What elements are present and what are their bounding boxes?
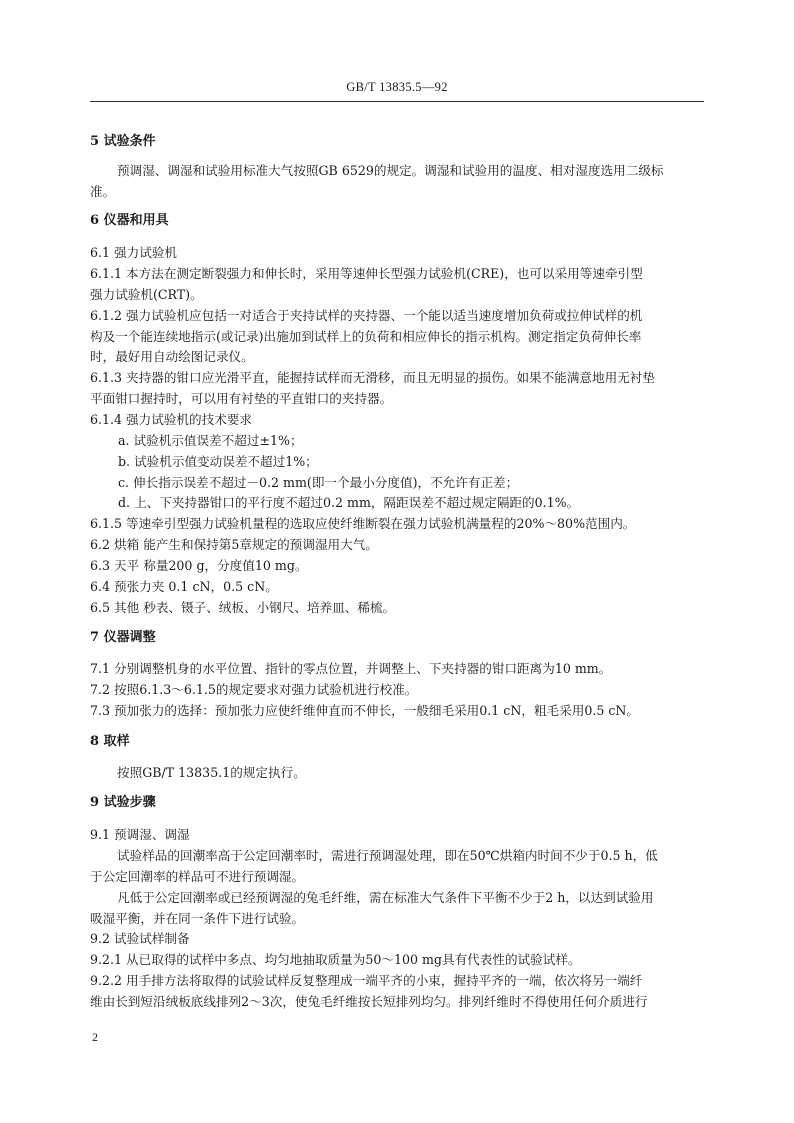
header-rule bbox=[90, 101, 704, 102]
paragraph-line: 7.2 按照6.1.3～6.1.5的规定要求对强力试验机进行校准。 bbox=[90, 682, 418, 697]
paragraph-line: 凡低于公定回潮率或已经预调湿的兔毛纤维，需在标准大气条件下平衡不少于2 h，以达到试验用 bbox=[117, 890, 654, 905]
paragraph-line: 维由长到短沿绒板底线排列2～3次，使兔毛纤维按长短排列均匀。排列纤维时不得使用任何介质进行 bbox=[90, 994, 648, 1009]
list-item: c. 伸长指示误差不超过－0.2 mm(即一个最小分度值)，不允许有正差； bbox=[118, 475, 519, 490]
paragraph-line: 6.1.1 本方法在测定断裂强力和伸长时，采用等速伸长型强力试验机(CRE)，也可以采用等速牵引型 bbox=[90, 266, 643, 281]
list-item: b. 试验机示值变动误差不超过1%； bbox=[118, 454, 318, 469]
section-heading: 5 试验条件 bbox=[90, 134, 156, 149]
paragraph-line: 于公定回潮率的样品可不进行预调湿。 bbox=[90, 869, 305, 884]
paragraph-line: 6.2 烘箱 能产生和保持第5章规定的预调湿用大气。 bbox=[90, 537, 378, 552]
paragraph-line: 时，最好用自动绘图记录仪。 bbox=[90, 349, 254, 364]
paragraph-line: 9.2.2 用手排方法将取得的试验试样反复整理成一端平齐的小束，握持平齐的一端，依次将另一端纤 bbox=[90, 973, 643, 988]
paragraph-line: 准。 bbox=[90, 184, 116, 199]
clause-heading: 9.2 试验试样制备 bbox=[90, 931, 190, 946]
clause-heading: 6.1 强力试验机 bbox=[90, 245, 178, 260]
paragraph-line: 6.1.3 夹持器的钳口应光滑平直，能握持试样而无滑移，而且无明显的损伤。如果不能满意地用无衬垫 bbox=[90, 370, 655, 385]
page-header: GB/T 13835.5—92 bbox=[346, 80, 448, 94]
paragraph-line: 按照GB/T 13835.1的规定执行。 bbox=[117, 765, 306, 780]
clause-heading: 6.1.4 强力试验机的技术要求 bbox=[90, 412, 252, 427]
section-heading: 8 取样 bbox=[90, 734, 130, 749]
list-item: a. 试验机示值误差不超过±1%； bbox=[118, 433, 303, 448]
paragraph-line: 强力试验机(CRT)。 bbox=[90, 287, 203, 302]
clause-heading: 9.1 预调湿、调湿 bbox=[90, 827, 190, 842]
paragraph-line: 9.2.1 从已取得的试样中多点、均匀地抽取质量为50～100 mg具有代表性的试验试样。 bbox=[90, 952, 581, 967]
page-number: 2 bbox=[92, 1030, 98, 1044]
section-heading: 9 试验步骤 bbox=[90, 795, 156, 810]
paragraph-line: 试验样品的回潮率高于公定回潮率时，需进行预调湿处理，即在50℃烘箱内时间不少于0.5 h，低 bbox=[117, 848, 658, 863]
list-item: d. 上、下夹持器钳口的平行度不超过0.2 mm，隔距误差不超过规定隔距的0.1%。 bbox=[118, 495, 580, 510]
paragraph-line: 吸湿平衡，并在同一条件下进行试验。 bbox=[90, 911, 305, 926]
paragraph-line: 7.1 分别调整机身的水平位置、指针的零点位置，并调整上、下夹持器的钳口距离为10 mm。 bbox=[90, 661, 612, 676]
section-heading: 6 仪器和用具 bbox=[90, 213, 169, 228]
paragraph-line: 6.1.5 等速牵引型强力试验机量程的选取应使纤维断裂在强力试验机满量程的20%～80%范围内。 bbox=[90, 516, 636, 531]
paragraph-line: 6.3 天平 称量200 g，分度值10 mg。 bbox=[90, 558, 308, 573]
paragraph-line: 构及一个能连续地指示(或记录)出施加到试样上的负荷和相应伸长的指示机构。测定指定负荷伸长率 bbox=[90, 329, 642, 344]
section-heading: 7 仪器调整 bbox=[90, 630, 156, 645]
paragraph-line: 平面钳口握持时，可以用有衬垫的平直钳口的夹持器。 bbox=[90, 391, 393, 406]
paragraph-line: 6.1.2 强力试验机应包括一对适合于夹持试样的夹持器、一个能以适当速度增加负荷或拉伸试样的机 bbox=[90, 308, 643, 323]
paragraph-line: 预调湿、调湿和试验用标准大气按照GB 6529的规定。调湿和试验用的温度、相对湿度选用二级标 bbox=[117, 163, 664, 178]
paragraph-line: 6.4 预张力夹 0.1 cN，0.5 cN。 bbox=[90, 579, 278, 594]
paragraph-line: 7.3 预加张力的选择：预加张力应使纤维伸直而不伸长，一般细毛采用0.1 cN，粗毛采用0.5 cN。 bbox=[90, 703, 640, 718]
paragraph-line: 6.5 其他 秒表、镊子、绒板、小钢尺、培养皿、稀梳。 bbox=[90, 600, 396, 615]
